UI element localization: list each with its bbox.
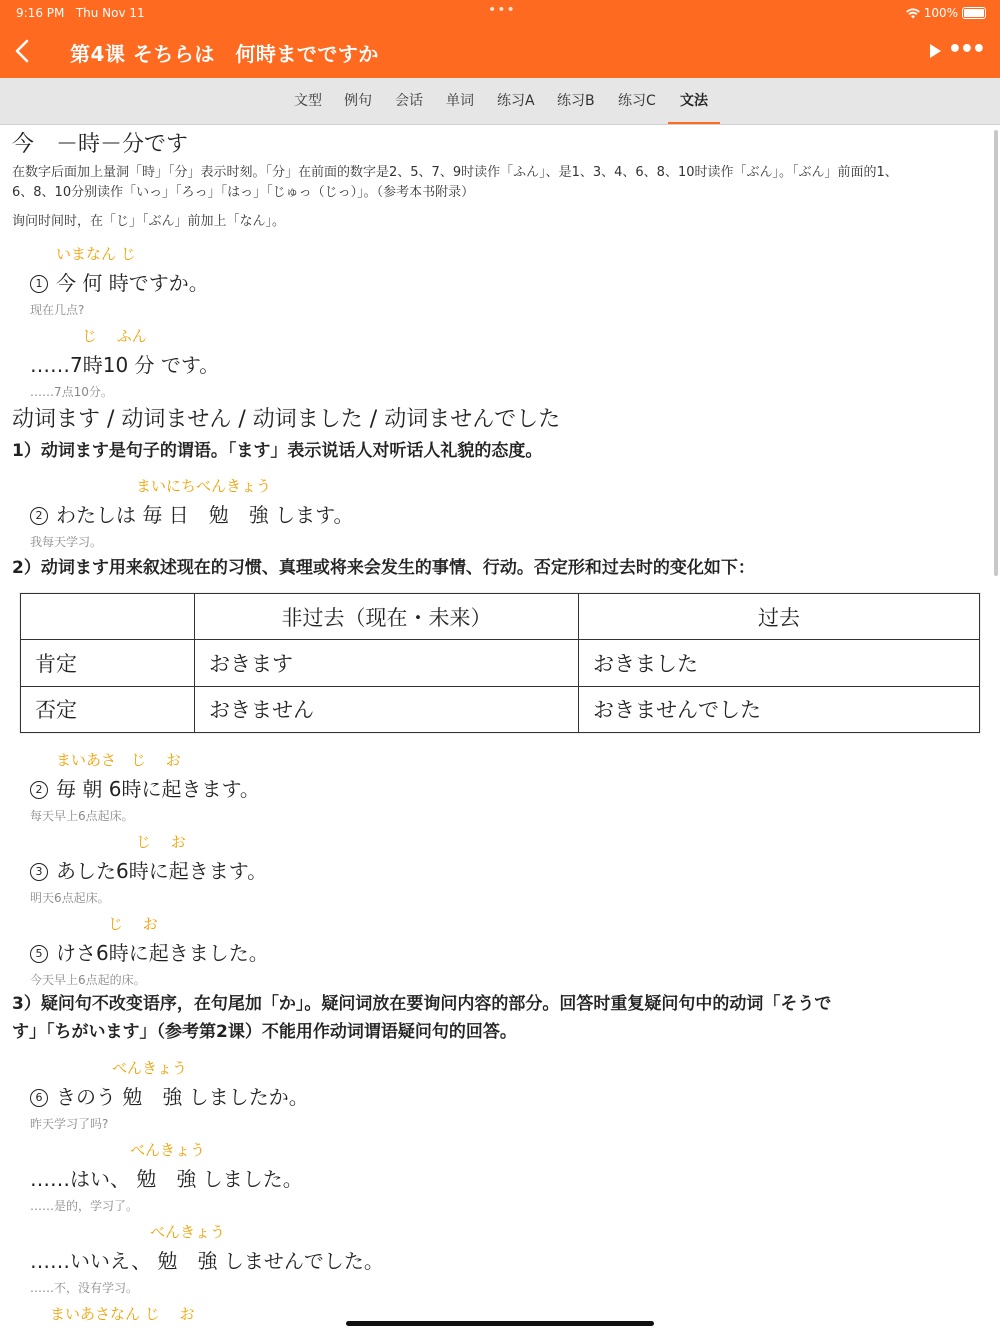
play-icon — [926, 42, 944, 60]
table-header-row — [21, 594, 980, 640]
example-sentence: 2 わたしは 毎 日 勉 強 します。 — [30, 499, 353, 528]
example-number: 2 — [30, 781, 48, 799]
table-cell: 否定 — [21, 686, 195, 732]
battery-icon — [962, 7, 986, 19]
table-row — [21, 640, 980, 686]
more-button[interactable] — [948, 37, 984, 62]
status-time: 9:16 PM Thu Nov 11 — [16, 6, 145, 20]
more-icon: ••• — [947, 37, 984, 62]
grammar-point-line: す」「ちがいます」（参考第2课）不能用作动词谓语疑问句的回答。 — [12, 1022, 517, 1042]
furigana: じ お — [136, 833, 186, 851]
tab-practice-b[interactable]: 练习B — [557, 93, 595, 109]
paragraph: 询问时间时，在「じ」「ぶん」前加上「なん」。 — [12, 214, 286, 229]
multitask-dots-icon[interactable]: ••• — [488, 2, 516, 18]
translation: 今天早上6点起的床。 — [30, 973, 146, 987]
example-number: 5 — [30, 945, 48, 963]
tab-bar — [0, 78, 1000, 125]
tab-conversation[interactable]: 会话 — [395, 93, 423, 109]
example-sentence: ……7時10 分 です。 — [30, 353, 220, 377]
home-indicator[interactable] — [346, 1321, 654, 1326]
example-sentence: ……いいえ、 勉 強 しませんでした。 — [30, 1249, 384, 1273]
title-bar — [0, 30, 1000, 74]
example-sentence: 1 今 何 時ですか。 — [30, 267, 209, 296]
translation: ……7点10分。 — [30, 385, 113, 399]
page-title: 第4课 そちらは 何時までですか — [70, 42, 379, 66]
grammar-content[interactable] — [0, 125, 1000, 1334]
example-sentence: 5 けさ6時に起きました。 — [30, 937, 269, 966]
furigana: べんきょう — [112, 1059, 188, 1077]
grammar-point-line: 3）疑问句不改变语序，在句尾加「か」。疑问词放在要询问内容的部分。回答时重复疑问句中的动词「そうで — [12, 994, 832, 1014]
tab-sentence-patterns[interactable]: 文型 — [294, 93, 322, 109]
example-sentence: 6 きのう 勉 強 しましたか。 — [30, 1081, 309, 1110]
example-number: 2 — [30, 507, 48, 525]
chevron-left-icon — [12, 36, 32, 66]
grammar-point: 2）动词ます用来叙述现在的习惯、真理或将来会发生的事情、行动。否定形和过去时的变化如下： — [12, 558, 755, 578]
example-number: 6 — [30, 1089, 48, 1107]
status-right — [906, 6, 986, 20]
translation: 昨天学习了吗? — [30, 1117, 109, 1131]
table-cell: おきませんでした — [579, 686, 980, 732]
grammar-point: 1）动词ます是句子的谓语。「ます」表示说话人对听话人礼貌的态度。 — [12, 441, 543, 461]
section-heading: 动词ます / 动词ません / 动词ました / 动词ませんでした — [12, 407, 561, 432]
conjugation-table — [20, 593, 980, 733]
tab-vocabulary[interactable]: 单词 — [446, 93, 474, 109]
furigana: じ ふん — [82, 327, 147, 345]
table-cell — [21, 594, 195, 640]
table-cell: おきます — [195, 640, 579, 686]
tab-example-sentences[interactable]: 例句 — [344, 93, 372, 109]
furigana: まいあさなん じ お — [50, 1305, 195, 1323]
translation: ……不，没有学习。 — [30, 1281, 139, 1295]
wifi-icon — [906, 8, 920, 19]
example-sentence: ……はい、 勉 強 しました。 — [30, 1167, 303, 1191]
example-number: 3 — [30, 863, 48, 881]
section-heading: 今 －時－分です — [12, 132, 189, 157]
furigana: まいあさ じ お — [56, 751, 181, 769]
table-header-cell: 非过去（现在・未来） — [195, 594, 579, 640]
translation: 现在几点? — [30, 303, 85, 317]
furigana: まいにちべんきょう — [136, 477, 272, 495]
furigana: べんきょう — [130, 1141, 206, 1159]
status-bar — [0, 4, 1000, 22]
tab-grammar[interactable]: 文法 — [680, 78, 708, 124]
translation: 每天早上6点起床。 — [30, 809, 134, 823]
scrollbar[interactable] — [994, 130, 998, 576]
example-sentence: 3 あした6時に起きます。 — [30, 855, 267, 884]
example-sentence: 2 毎 朝 6時に起きます。 — [30, 773, 260, 802]
table-cell: 肯定 — [21, 640, 195, 686]
paragraph-line: 在数字后面加上量洞「時」「分」表示时刻。「分」在前面的数字是2、5、7、9时读作「ふん」、是1、3、4、6、8、10时读作「ぶん」。「ぶん」前面的1、 — [12, 165, 898, 180]
app-header — [0, 0, 1000, 78]
tab-practice-c[interactable]: 练习C — [618, 93, 656, 109]
translation: 明天6点起床。 — [30, 891, 110, 905]
table-row — [21, 686, 980, 732]
battery-percent: 100% — [923, 6, 958, 20]
back-button[interactable] — [12, 36, 40, 66]
paragraph-line: 6、8、10分别读作「いっ」「ろっ」「はっ」「じゅっ（じっ）」。（参考本书附录） — [12, 185, 475, 200]
furigana: べんきょう — [150, 1223, 226, 1241]
table-cell: おきません — [195, 686, 579, 732]
example-number: 1 — [30, 275, 48, 293]
tab-practice-a[interactable]: 练习A — [497, 93, 535, 109]
furigana: じ お — [108, 915, 158, 933]
table-header-cell: 过去 — [579, 594, 980, 640]
furigana: いまなん じ — [56, 245, 136, 263]
table-cell: おきました — [579, 640, 980, 686]
translation: 我每天学习。 — [30, 535, 103, 549]
translation: ……是的，学习了。 — [30, 1199, 139, 1213]
play-button[interactable] — [926, 42, 944, 60]
